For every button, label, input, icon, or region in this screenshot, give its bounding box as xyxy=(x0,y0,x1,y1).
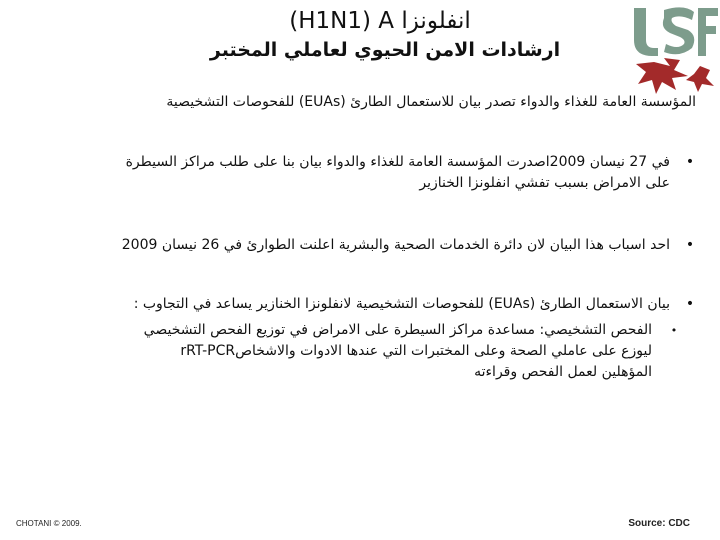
bullet-dot: • xyxy=(685,237,695,253)
bullet-dot: • xyxy=(685,154,695,170)
copyright-footer: CHOTANI © 2009. xyxy=(16,519,82,528)
sub-bullet-line: rRT-PCRليوزع على عاملي الصحة وعلى المختبرات التي عندها الادوات والاشخاص xyxy=(180,343,652,359)
university-logo xyxy=(614,0,720,96)
sub-bullet-line: الفحص التشخيصي: مساعدة مراكز السيطرة على الامراض في توزيع الفحص التشخيصي xyxy=(143,322,652,338)
sub-bullet-item xyxy=(30,320,680,383)
bullet-line: احد اسباب هذا البيان لان دائرة الخدمات الصحية والبشرية اعلنت الطوارئ في 26 نيسان 2009 xyxy=(121,237,670,253)
slide-title: انفلونزا H1N1) A) xyxy=(289,8,471,34)
sub-bullet-line: المؤهلين لعمل الفحص وقراءته xyxy=(474,364,652,380)
bullet-line: على الامراض بسبب تفشي انفلونزا الخنازير xyxy=(419,175,670,191)
bullet-line: بيان الاستعمال الطارئ (EUAs) للفحوصات التشخيصية لانفلونزا الخنازير يساعد في التجاوب : xyxy=(133,296,670,312)
bullet-item xyxy=(26,294,696,315)
sub-bullet-dot: • xyxy=(670,324,678,337)
bullet-item xyxy=(26,152,696,194)
intro-text: المؤسسة العامة للغذاء والدواء تصدر بيان للاستعمال الطارئ (EUAs) للفحوصات التشخيصية xyxy=(166,94,696,110)
slide-subtitle: ارشادات الامن الحيوي لعاملي المختبر xyxy=(209,39,561,61)
source-footer: Source: CDC xyxy=(628,518,690,529)
bullet-dot: • xyxy=(685,296,695,312)
bullet-line: في 27 نيسان 2009اصدرت المؤسسة العامة للغذاء والدواء بيان بنا على طلب مراكز السيطرة xyxy=(125,154,670,170)
bullet-item xyxy=(26,235,696,256)
